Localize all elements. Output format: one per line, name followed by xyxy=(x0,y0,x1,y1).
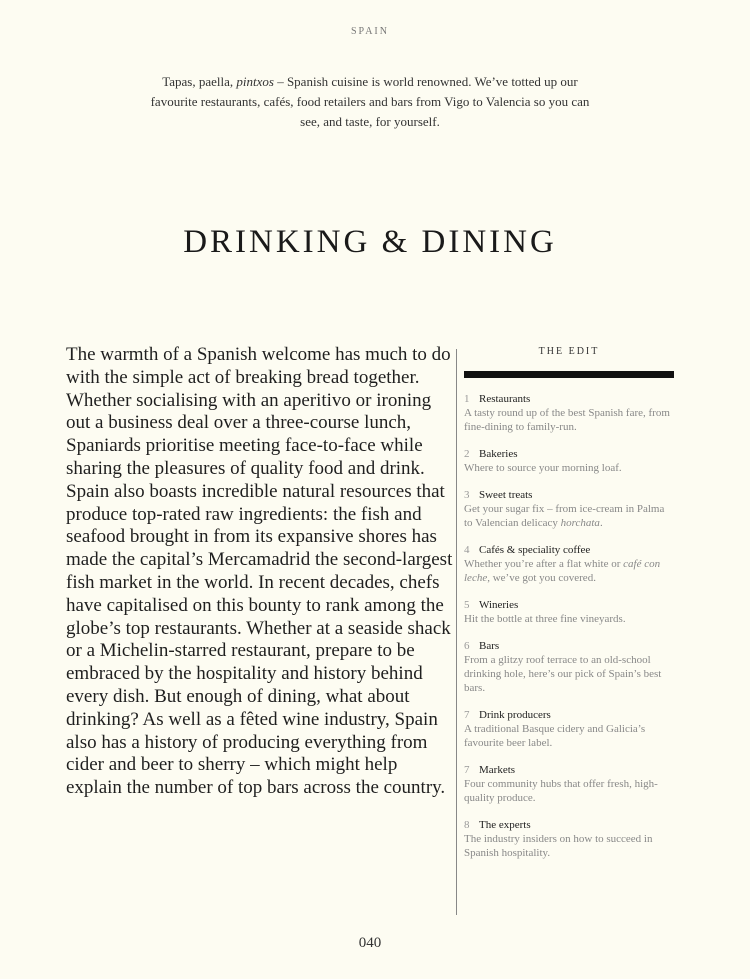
edit-item-title: Drink producers xyxy=(479,709,551,721)
edit-item xyxy=(464,543,674,585)
edit-title: THE EDIT xyxy=(538,346,600,357)
section-label: SPAIN xyxy=(351,26,389,37)
edit-item xyxy=(464,447,674,475)
edit-item-description: Get your sugar fix – from ice-cream in Palma to Valencian delicacy horchata. xyxy=(464,503,665,529)
edit-item-number: 8 xyxy=(464,819,470,831)
edit-item xyxy=(464,639,674,695)
edit-item-description: The industry insiders on how to succeed in Spanish hospitality. xyxy=(464,833,653,859)
edit-item-number: 1 xyxy=(464,393,470,405)
edit-item-title: Sweet treats xyxy=(479,489,533,501)
edit-item-description: A traditional Basque cidery and Galicia’s favourite beer label. xyxy=(464,723,646,749)
edit-item-number: 4 xyxy=(464,544,470,556)
page-title: DRINKING & DINING xyxy=(183,224,557,260)
edit-item-description: Where to source your morning loaf. xyxy=(464,462,622,474)
edit-item xyxy=(464,818,674,860)
edit-item-description: A tasty round up of the best Spanish fare, from fine-dining to family-run. xyxy=(464,407,670,433)
body-paragraph: The warmth of a Spanish welcome has much to do with the simple act of breaking bread together. Whether socialising with an aperitivo or ironing out a business deal over a three-course lunch, Spaniards prioritise meeting face-to-face while sharing the pleasures of quality food and drink. Spain also boasts incredible natural resources that produce top-rated raw ingredients: the fish and seafood brought in from its expansive shores has made the capital’s Mercamadrid the second-largest fish market in the world. In recent decades, chefs have capitalised on this bounty to rank among the globe’s top restaurants. Whether at a seaside shack or a Michelin-starred restaurant, prepare to be embraced by the hospitality and history behind every dish. But enough of dining, what about drinking? As well as a fêted wine industry, Spain also has a history of producing everything from cider and beer to sherry – which might help explain the number of top bars across the country. xyxy=(66,344,453,799)
edit-item-title: Markets xyxy=(479,764,516,776)
edit-item-number: 2 xyxy=(464,448,470,460)
edit-item-description: Hit the bottle at three fine vineyards. xyxy=(464,613,626,625)
edit-item-number: 7 xyxy=(464,709,470,721)
edit-heading-bar xyxy=(464,371,674,378)
edit-item-title: The experts xyxy=(479,819,531,831)
edit-item-number: 7 xyxy=(464,764,470,776)
intro-italic-term: pintxos xyxy=(236,74,274,89)
edit-item-number: 5 xyxy=(464,599,470,611)
intro-text-end: – Spanish cuisine is world renowned. We’ve totted up our favourite restaurants, cafés, food retailers and bars from Vigo to Valencia so you can see, and taste, for yourself. xyxy=(150,74,590,129)
edit-item xyxy=(464,598,674,626)
edit-item xyxy=(464,763,674,805)
column-divider xyxy=(456,349,457,915)
edit-item-description: Four community hubs that offer fresh, high-quality produce. xyxy=(464,778,658,804)
edit-item-title: Restaurants xyxy=(479,393,531,405)
edit-item-number: 6 xyxy=(464,640,470,652)
edit-item-title: Bars xyxy=(479,640,500,652)
the-edit-panel xyxy=(464,346,674,873)
edit-item-description: From a glitzy roof terrace to an old-school drinking hole, here’s our pick of Spain’s best bars. xyxy=(464,654,662,694)
intro-text-start: Tapas, paella, xyxy=(162,74,237,89)
edit-item-title: Cafés & speciality coffee xyxy=(479,544,591,556)
edit-item-number: 3 xyxy=(464,489,470,501)
edit-item xyxy=(464,488,674,530)
edit-item-title: Bakeries xyxy=(479,448,518,460)
edit-item-description: Whether you’re after a flat white or café con leche, we’ve got you covered. xyxy=(464,558,661,584)
page-number: 040 xyxy=(358,935,382,951)
edit-item xyxy=(464,708,674,750)
edit-item xyxy=(464,392,674,434)
edit-item-title: Wineries xyxy=(479,599,519,611)
intro-paragraph xyxy=(140,72,600,132)
